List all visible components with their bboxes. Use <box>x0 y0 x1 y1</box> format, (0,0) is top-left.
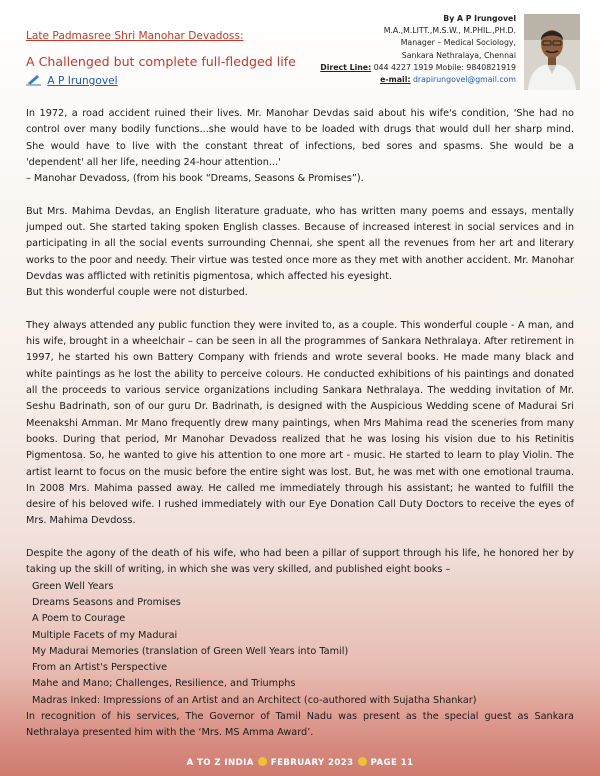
dot-separator-icon <box>358 757 367 766</box>
book-item: Mahe and Mano; Challenges, Resilience, and Triumphs <box>32 678 296 690</box>
book-item: Madras Inked: Impressions of an Artist and an Architect (co-authored with Sujatha Shankar) <box>32 694 477 706</box>
footer-issue: FEBRUARY 2023 <box>270 758 354 768</box>
paragraph-books-intro: Despite the agony of the death of his wife, who had been a pillar of support through his life, he honored her by taking up the skill of writing, in which she was very skilled, and published eight books – <box>26 548 574 576</box>
paragraph-accident: In 1972, a road accident ruined their lives. Mr. Manohar Devdas said about his wife's condition, 'She had no control over many bodily functions...she would have to be loaded with drugs that would dull her sharp mind. She would have to live with the constant threat of infections, bed sores and spasms. She would be a 'dependent' all her life, needing 24-hour attention...' <box>26 108 574 168</box>
page-footer <box>0 757 600 768</box>
book-item: Dreams Seasons and Promises <box>32 596 181 608</box>
contact-degrees: M.A.,M.LITT.,M.S.W., M.PHIL.,PH.D. <box>383 26 516 36</box>
book-list <box>26 579 574 709</box>
headline: A Challenged but complete full-fledged life <box>26 54 296 69</box>
contact-role: Manager – Medical Sociology, <box>400 38 516 48</box>
series-title: Late Padmasree Shri Manohar Devadoss: <box>26 30 244 42</box>
article-header <box>26 30 296 87</box>
book-item: From an Artist's Perspective <box>32 662 168 674</box>
book-item: Multiple Facets of my Madurai <box>32 629 178 641</box>
direct-line-value: 044 4227 1919 Mobile: 9840821919 <box>371 62 516 72</box>
article-body <box>26 106 574 742</box>
contact-direct-line <box>320 62 516 74</box>
paragraph-mahima: But Mrs. Mahima Devdas, an English literature graduate, who has written many poems and essays, mentally jumped out. She started taking spoken English classes. Because of increased interest in social services and in participating in all the social events surrounding Chennai, she spent all the revenues from her art and literary works to the poor and needy. Their virtue was tested once more as they met with another accident. Mr. Manohar Devdas was afflicted with retinitis pigmentosa, which affected his eyesight. <box>26 205 574 282</box>
dot-separator-icon <box>258 757 267 766</box>
direct-line-label: Direct Line: <box>320 62 372 72</box>
author-contact <box>320 13 516 86</box>
contact-email <box>320 74 516 86</box>
author-link[interactable]: A P Irungovel <box>47 75 118 87</box>
author-photo <box>524 14 580 90</box>
pen-icon <box>26 74 41 86</box>
book-item: My Madurai Memories (translation of Green Well Years into Tamil) <box>32 645 349 657</box>
email-label: e-mail: <box>380 75 411 85</box>
paragraph-award: In recognition of his services, The Governor of Tamil Nadu was present as the special guest as Sankara Nethralaya presented him with the ‘Mrs. MS Amma Award’. <box>26 710 574 739</box>
footer-magazine: A TO Z INDIA <box>186 758 254 768</box>
book-item: A Poem to Courage <box>32 613 126 625</box>
contact-org: Sankara Nethralaya, Chennai <box>401 50 516 60</box>
email-value[interactable]: drapirungovel@gmail.com <box>410 75 516 85</box>
contact-by: By A P Irungovel <box>443 14 516 23</box>
paragraph-accident-source: – Manohar Devadoss, (from his book “Dreams, Seasons & Promises”). <box>26 173 364 185</box>
footer-page: PAGE 11 <box>370 758 414 768</box>
author-row <box>26 74 296 87</box>
paragraph-mahima-end: But this wonderful couple were not disturbed. <box>26 287 248 299</box>
book-item: Green Well Years <box>32 580 114 592</box>
paragraph-couple: They always attended any public function they were invited to, as a couple. This wonderful couple - A man, and his wife, brought in a wheelchair – can be seen in all the programmes of Sankara Nethralaya. After retirement in 1997, he started his own Battery Company with friends and wrote several books. He made many black and white paintings as he lost the ability to perceive colours. He conducted exhibitions of his paintings and donated all the proceeds to various service organizations including Sankara Nethralaya. The wedding invitation of Mr. Seshu Badrinath, son of our guru Dr. Badrinath, is designed with the Auspicious Wedding scene of Madurai Sri Meenakshi Amman. Mr Mano frequently drew many paintings, when Mrs Mahima read the sceneries from many books. During that period, Mr Manohar Devadoss realized that he was losing his vision due to his Retinitis Pigmentosa. So, he wanted to give his attention to one more art - music. He started to learn to play Violin. The artist learnt to focus on the music before the entire sight was lost. But, he was met with one emotional trauma. In 2008 Mrs. Mahima passed away. He called me immediately through his assistant; he wanted to fulfill the desire of his beloved wife. I rushed immediately with our Eye Donation Call Duty Doctors to receive the eyes of Mrs. Mahima Devdoss. <box>26 319 574 527</box>
